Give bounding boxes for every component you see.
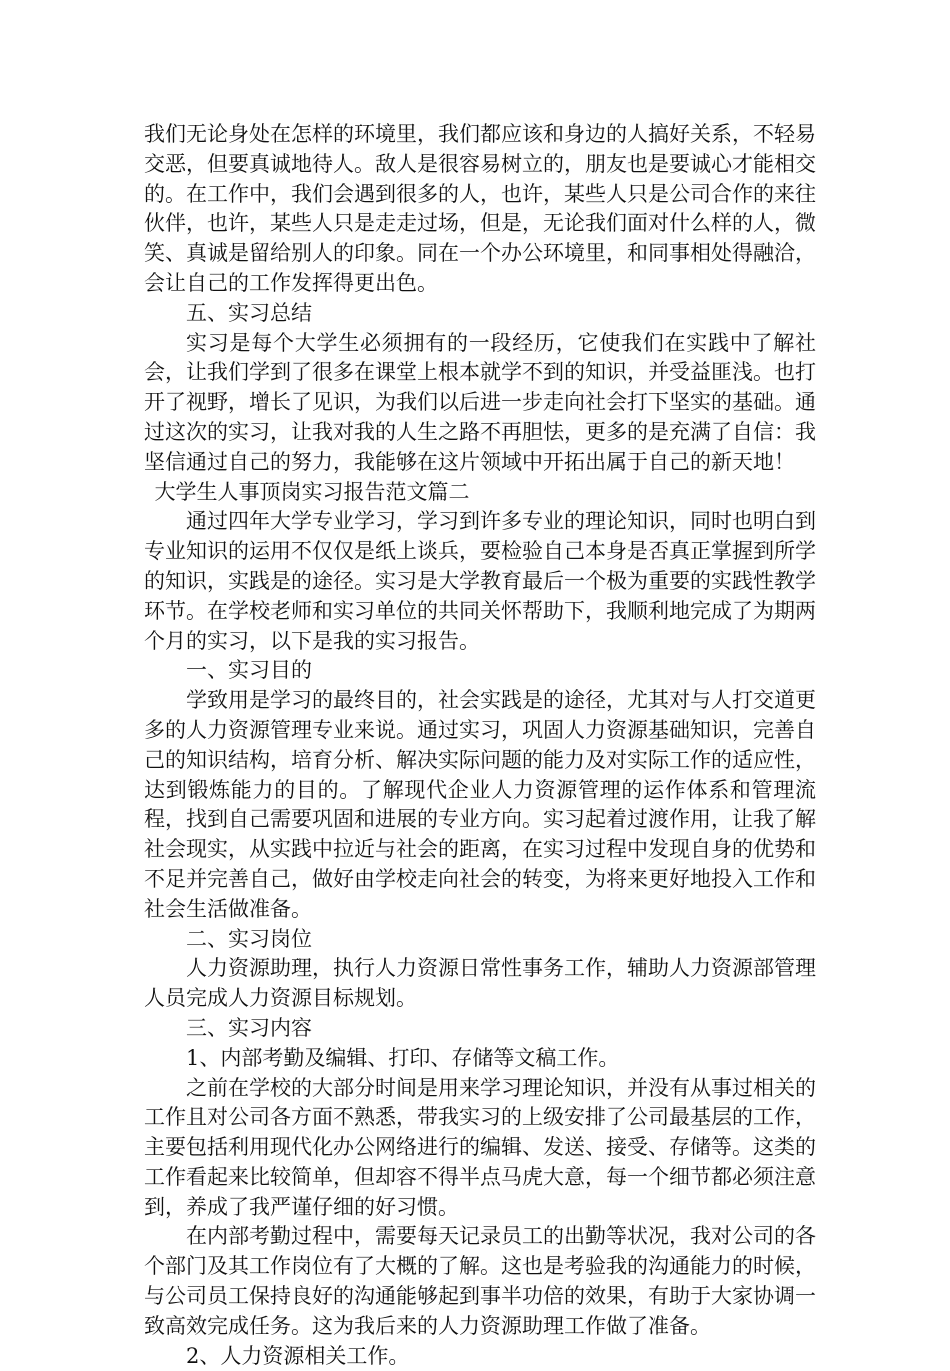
subheading-hr-work: 2、人力资源相关工作。	[186, 1343, 410, 1368]
body-paragraph: 在内部考勤过程中，需要每天记录员工的出勤等状况，我对公司的各个部门及其工作岗位有了大概的了解。这也是考验我的沟通能力的时候，与公司员工保持良好的沟通能够起到事半功倍的效果，有助于大家协调一致高效完成任务。这为我后来的人力资源助理工作做了准备。	[144, 1224, 816, 1338]
body-paragraph-continued: 我们无论身处在怎样的环境里，我们都应该和身边的人搞好关系，不轻易交恶，但要真诚地待人。敌人是很容易树立的，朋友也是要诚心才能相交的。在工作中，我们会遇到很多的人，也许，某些人只是公司合作的来往伙伴，也许，某些人只是走走过场，但是，无论我们面对什么样的人，微笑、真诚是留给别人的印象。同在一个办公环境里，和同事相处得融洽，会让自己的工作发挥得更出色。	[144, 122, 816, 295]
section-heading-summary: 五、实习总结	[186, 300, 312, 325]
subheading-attendance: 1、内部考勤及编辑、打印、存储等文稿工作。	[186, 1045, 620, 1070]
body-paragraph: 之前在学校的大部分时间是用来学习理论知识，并没有从事过相关的工作且对公司各方面不熟悉，带我实习的上级安排了公司最基层的工作，主要包括利用现代化办公网络进行的编辑、发送、接受、存储等。这类的工作看起来比较简单，但却容不得半点马虎大意，每一个细节都必须注意到，养成了我严谨仔细的好习惯。	[144, 1075, 816, 1219]
article-title: 大学生人事顶岗实习报告范文篇二	[154, 479, 470, 504]
body-paragraph: 实习是每个大学生必须拥有的一段经历，它使我们在实践中了解社会，让我们学到了很多在课堂上根本就学不到的知识，并受益匪浅。也打开了视野，增长了见识，为我们以后进一步走向社会打下坚实的基础。通过这次的实习，让我对我的人生之路不再胆怯，更多的是充满了自信：我坚信通过自己的努力，我能够在这片领域中开拓出属于自己的新天地！	[144, 330, 816, 474]
body-paragraph: 人力资源助理，执行人力资源日常性事务工作，辅助人力资源部管理人员完成人力资源目标规划。	[144, 956, 816, 1011]
section-heading-position: 二、实习岗位	[186, 926, 312, 951]
section-heading-purpose: 一、实习目的	[186, 658, 312, 683]
body-paragraph: 学致用是学习的最终目的，社会实践是的途径，尤其对与人打交道更多的人力资源管理专业来说。通过实习，巩固人力资源基础知识，完善自己的知识结构，培育分析、解决实际问题的能力及对实际工作的适应性，达到锻炼能力的目的。了解现代企业人力资源管理的运作体系和管理流程，找到自己需要巩固和进展的专业方向。实习起着过渡作用，让我了解社会现实，从实践中拉近与社会的距离，在实习过程中发现自身的优势和不足并完善自己，做好由学校走向社会的转变，为将来更好地投入工作和社会生活做准备。	[144, 688, 816, 921]
section-heading-content: 三、实习内容	[186, 1015, 312, 1040]
document-page	[144, 120, 816, 1371]
body-paragraph: 通过四年大学专业学习，学习到许多专业的理论知识，同时也明白到专业知识的运用不仅仅是纸上谈兵，要检验自己本身是否真正掌握到所学的知识，实践是的途径。实习是大学教育最后一个极为重要的实践性教学环节。在学校老师和实习单位的共同关怀帮助下，我顺利地完成了为期两个月的实习，以下是我的实习报告。	[144, 509, 816, 653]
